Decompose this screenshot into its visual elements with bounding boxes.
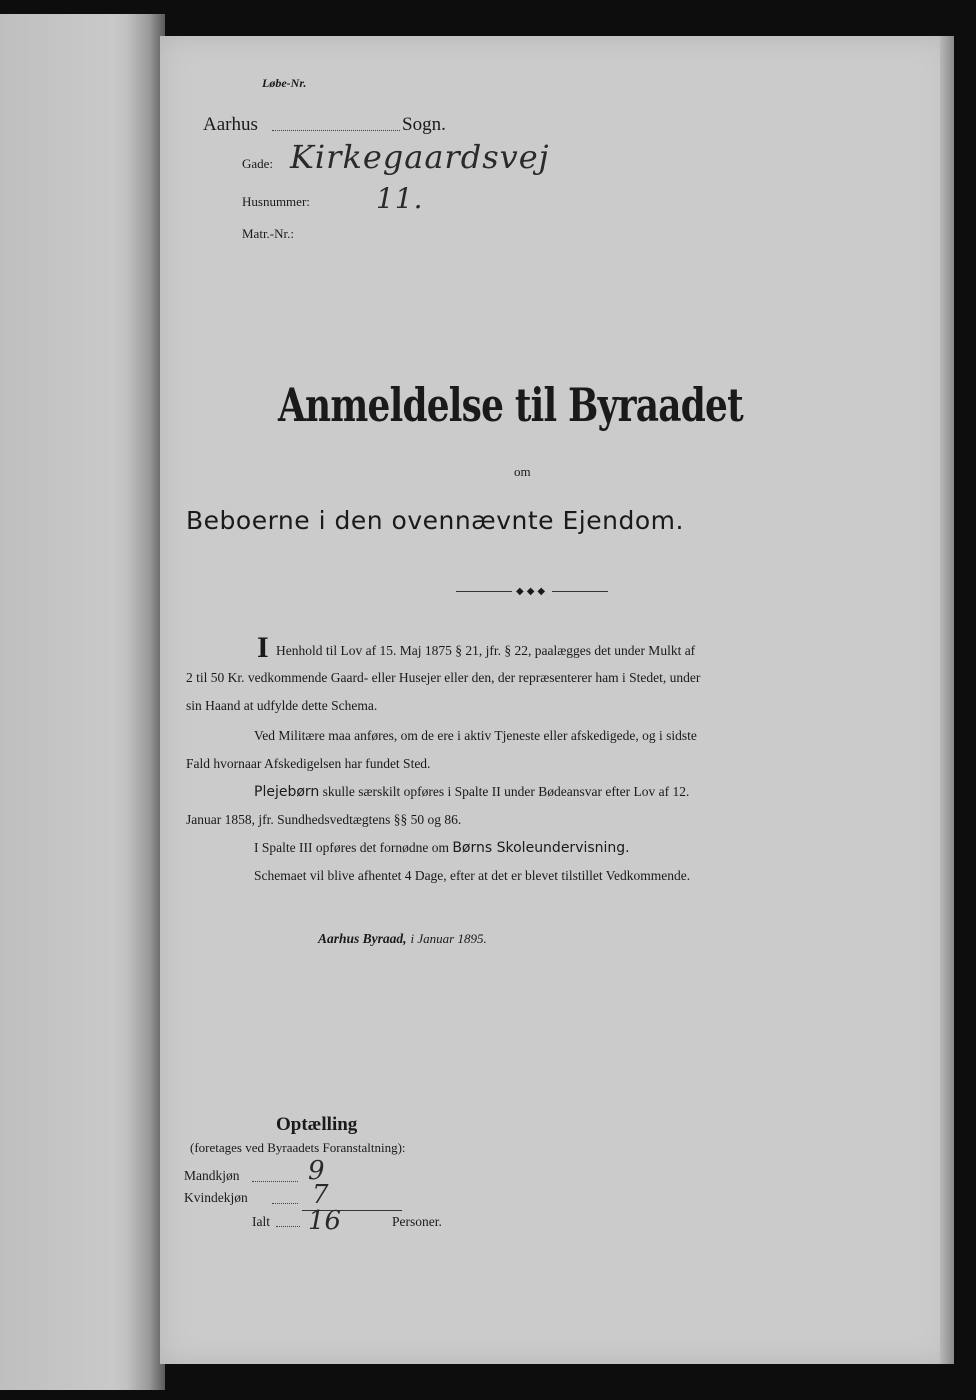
loebe-nr-label: Løbe-Nr.: [262, 76, 307, 90]
city-label: Aarhus: [203, 114, 258, 135]
signature-line: [318, 930, 487, 948]
paragraph-2-line-1: Ved Militære maa anføres, om de ere i aktiv Tjeneste eller afskedigede, og i sidste: [254, 728, 697, 743]
om-connector: om: [514, 464, 531, 479]
book-spine-shadow: [125, 14, 165, 1390]
female-dots: [272, 1203, 298, 1204]
male-dots: [252, 1181, 298, 1182]
male-count-value: 9: [308, 1156, 325, 1186]
paragraph-4-text: I Spalte III opføres det fornødne om: [254, 840, 449, 855]
husnummer-label: Husnummer:: [242, 194, 310, 209]
sogn-label: Sogn.: [402, 114, 446, 135]
gade-label: Gade:: [242, 156, 274, 171]
paragraph-2-line-2: Fald hvornaar Afskedigelsen har fundet Sted.: [186, 756, 431, 771]
drop-cap: I: [257, 631, 269, 664]
count-title: Optælling: [276, 1114, 358, 1135]
total-count-value: 16: [308, 1206, 342, 1236]
paragraph-1-line-2: 2 til 50 Kr. vedkommende Gaard- eller Husejer eller den, der repræsenterer ham i Stedet, under: [186, 670, 701, 685]
signature-name: Aarhus Byraad,: [318, 931, 407, 946]
paragraph-5: Schemaet vil blive afhentet 4 Dage, efter at det er blevet tilstillet Vedkommende.: [254, 868, 691, 883]
plejeborn-emphasis: Plejebørn: [254, 784, 320, 800]
document-subtitle: Beboerne i den ovennævnte Ejendom.: [186, 506, 684, 535]
matr-nr-label: Matr.-Nr.:: [242, 226, 294, 241]
paragraph-3-line-2: Januar 1858, jfr. Sundhedsvedtægtens §§ 50 og 86.: [186, 812, 462, 827]
persons-unit-label: Personer.: [392, 1214, 442, 1229]
male-label: Mandkjøn: [184, 1168, 240, 1183]
gade-handwritten-value: Kirkegaardsvej: [290, 138, 550, 176]
page-edge: [940, 36, 954, 1364]
female-label: Kvindekjøn: [184, 1190, 248, 1205]
document-title: Anmeldelse til Byraadet: [278, 378, 743, 432]
paragraph-1-line-3: sin Haand at udfylde dette Schema.: [186, 698, 378, 713]
total-dots: [276, 1226, 300, 1227]
paragraph-4: [254, 834, 630, 862]
female-count-value: 7: [312, 1180, 329, 1210]
paragraph-1-line-1: Henhold til Lov af 15. Maj 1875 § 21, jfr. § 22, paalægges det under Mulkt af: [276, 643, 696, 658]
signature-date: i Januar 1895.: [410, 931, 487, 946]
sogn-fill-line: [272, 130, 400, 131]
skoleundervisning-emphasis: Børns Skoleundervisning.: [452, 840, 630, 856]
total-label: Ialt: [252, 1214, 270, 1229]
husnummer-handwritten-value: 11.: [376, 182, 424, 215]
paragraph-3-line-1: [254, 778, 689, 806]
count-subtitle: (foretages ved Byraadets Foranstaltning):: [190, 1140, 406, 1155]
paragraph-3-text: skulle særskilt opføres i Spalte II under Bødeansvar efter Lov af 12.: [322, 784, 690, 799]
ornament-divider: ◆◆◆: [456, 586, 608, 597]
